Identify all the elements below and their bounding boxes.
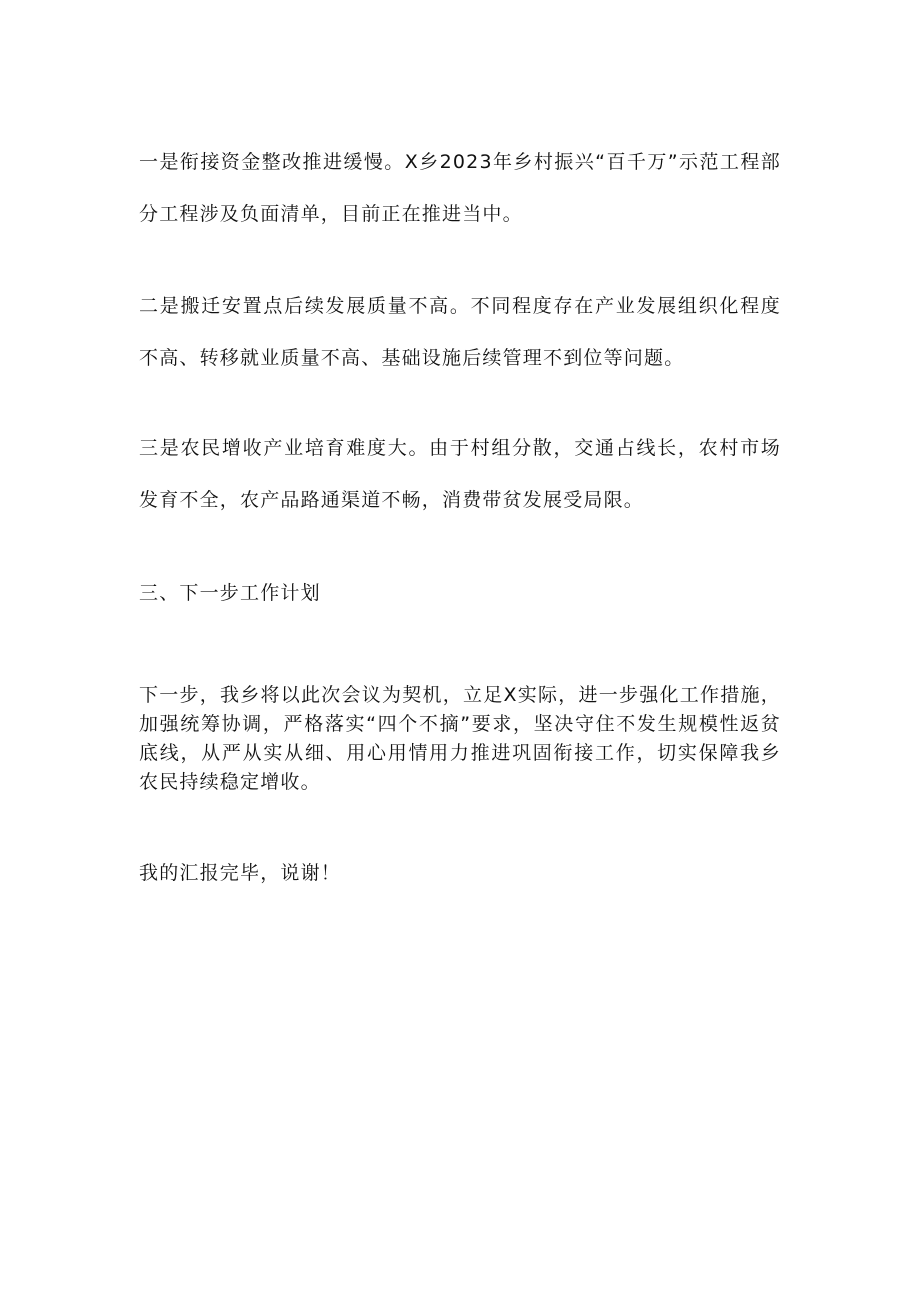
paragraph-closing: 我的汇报完毕，说谢！ [139, 862, 342, 884]
paragraph-next-step-plan: 下一步，我乡将以此次会议为契机，立足X实际，进一步强化工作措施，加强统筹协调，严格落实“四个不摘”要求，坚决守住不发生规模性返贫底线，从严从实从细、用心用情用力推进巩固衔接工作，切实保障我乡农民持续稳定增收。 [139, 684, 781, 793]
paragraph-relocation-quality: 二是搬迁安置点后续发展质量不高。不同程度存在产业发展组织化程度不高、转移就业质量不高、基础设施后续管理不到位等问题。 [139, 295, 781, 369]
section-heading-next-steps: 三、下一步工作计划 [139, 582, 321, 604]
paragraph-income-industry: 三是农民增收产业培育难度大。由于村组分散，交通占线长，农村市场发育不全，农产品路通渠道不畅，消费带贫发展受局限。 [139, 437, 781, 511]
paragraph-fund-rectification: 一是衔接资金整改推进缓慢。X乡2023年乡村振兴“百千万”示范工程部分工程涉及负面清单，目前正在推进当中。 [139, 151, 781, 225]
